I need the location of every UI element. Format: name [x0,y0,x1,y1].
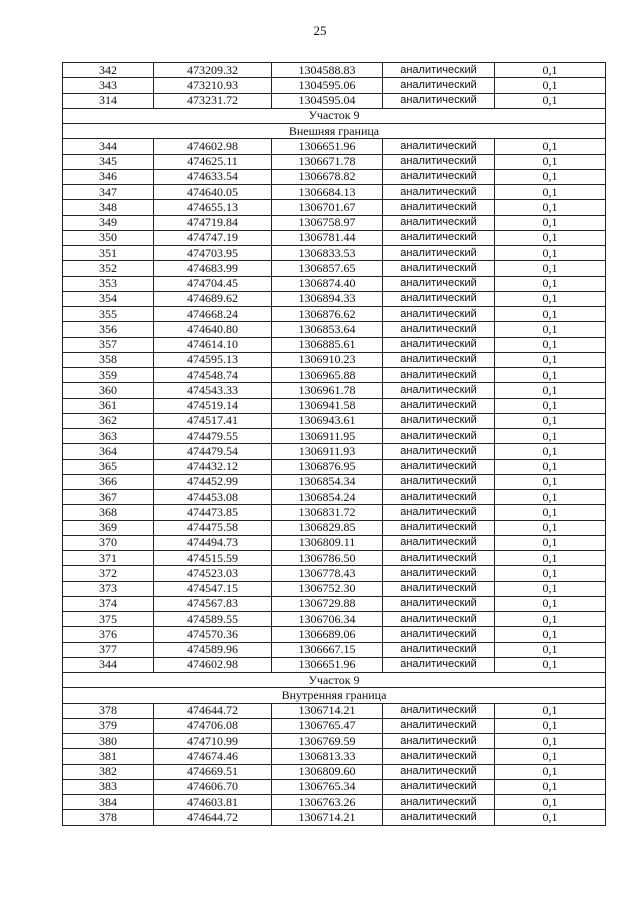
method-cell: аналитический [383,581,495,596]
accuracy-cell: 0,1 [495,612,606,627]
x-coordinate-cell: 474589.96 [154,642,272,657]
point-number-cell: 381 [63,749,154,764]
y-coordinate-cell: 1306651.96 [272,139,383,154]
point-number-cell: 358 [63,352,154,367]
accuracy-cell: 0,1 [495,368,606,383]
y-coordinate-cell: 1306965.88 [272,368,383,383]
accuracy-cell: 0,1 [495,215,606,230]
point-number-cell: 364 [63,444,154,459]
x-coordinate-cell: 474543.33 [154,383,272,398]
x-coordinate-cell: 474606.70 [154,779,272,794]
method-cell: аналитический [383,505,495,520]
accuracy-cell: 0,1 [495,764,606,779]
method-cell: аналитический [383,215,495,230]
method-cell: аналитический [383,612,495,627]
table-row [63,139,606,154]
method-cell: аналитический [383,520,495,535]
x-coordinate-cell: 474669.51 [154,764,272,779]
accuracy-cell: 0,1 [495,459,606,474]
table-row [63,291,606,306]
accuracy-cell: 0,1 [495,810,606,825]
point-number-cell: 367 [63,490,154,505]
y-coordinate-cell: 1306809.60 [272,764,383,779]
x-coordinate-cell: 474668.24 [154,307,272,322]
point-number-cell: 360 [63,383,154,398]
table-row [63,551,606,566]
point-number-cell: 374 [63,596,154,611]
method-cell: аналитический [383,352,495,367]
method-cell: аналитический [383,764,495,779]
y-coordinate-cell: 1306854.24 [272,490,383,505]
point-number-cell: 370 [63,535,154,550]
point-number-cell: 344 [63,657,154,672]
y-coordinate-cell: 1306894.33 [272,291,383,306]
method-cell: аналитический [383,642,495,657]
y-coordinate-cell: 1306714.21 [272,810,383,825]
y-coordinate-cell: 1306961.78 [272,383,383,398]
table-row [63,215,606,230]
accuracy-cell: 0,1 [495,795,606,810]
y-coordinate-cell: 1306786.50 [272,551,383,566]
accuracy-cell: 0,1 [495,398,606,413]
method-cell: аналитический [383,261,495,276]
table-row [63,490,606,505]
table-row [63,322,606,337]
method-cell: аналитический [383,795,495,810]
table-row [63,535,606,550]
y-coordinate-cell: 1306671.78 [272,154,383,169]
section-title [63,108,606,123]
table-row [63,764,606,779]
y-coordinate-cell: 1306833.53 [272,246,383,261]
x-coordinate-cell: 474475.58 [154,520,272,535]
accuracy-cell: 0,1 [495,566,606,581]
y-coordinate-cell: 1306829.85 [272,520,383,535]
point-number-cell: 347 [63,185,154,200]
y-coordinate-cell: 1306706.34 [272,612,383,627]
accuracy-cell: 0,1 [495,734,606,749]
method-cell: аналитический [383,368,495,383]
table-row [63,627,606,642]
accuracy-cell: 0,1 [495,718,606,733]
accuracy-cell: 0,1 [495,535,606,550]
point-number-cell: 377 [63,642,154,657]
accuracy-cell: 0,1 [495,642,606,657]
method-cell: аналитический [383,291,495,306]
table-row [63,276,606,291]
accuracy-cell: 0,1 [495,200,606,215]
table-row [63,200,606,215]
accuracy-cell: 0,1 [495,520,606,535]
x-coordinate-cell: 474644.72 [154,810,272,825]
y-coordinate-cell: 1306910.23 [272,352,383,367]
accuracy-cell: 0,1 [495,444,606,459]
accuracy-cell: 0,1 [495,230,606,245]
method-cell: аналитический [383,398,495,413]
y-coordinate-cell: 1306911.93 [272,444,383,459]
x-coordinate-cell: 474494.73 [154,535,272,550]
y-coordinate-cell: 1306809.11 [272,535,383,550]
accuracy-cell: 0,1 [495,261,606,276]
method-cell: аналитический [383,566,495,581]
table-row [63,734,606,749]
accuracy-cell: 0,1 [495,505,606,520]
x-coordinate-cell: 474515.59 [154,551,272,566]
coordinates-table [62,62,606,826]
method-cell: аналитический [383,718,495,733]
y-coordinate-cell: 1306752.30 [272,581,383,596]
accuracy-cell: 0,1 [495,627,606,642]
table-row [63,63,606,78]
table-row [63,307,606,322]
accuracy-cell: 0,1 [495,429,606,444]
table-row [63,749,606,764]
x-coordinate-cell: 474706.08 [154,718,272,733]
point-number-cell: 372 [63,566,154,581]
point-number-cell: 359 [63,368,154,383]
x-coordinate-cell: 474567.83 [154,596,272,611]
point-number-cell: 378 [63,810,154,825]
table-row [63,398,606,413]
point-number-cell: 368 [63,505,154,520]
accuracy-cell: 0,1 [495,703,606,718]
method-cell: аналитический [383,627,495,642]
table-row [63,429,606,444]
accuracy-cell: 0,1 [495,139,606,154]
point-number-cell: 348 [63,200,154,215]
x-coordinate-cell: 474517.41 [154,413,272,428]
accuracy-cell: 0,1 [495,383,606,398]
method-cell: аналитический [383,322,495,337]
x-coordinate-cell: 474704.45 [154,276,272,291]
accuracy-cell: 0,1 [495,657,606,672]
accuracy-cell: 0,1 [495,246,606,261]
y-coordinate-cell: 1306943.61 [272,413,383,428]
method-cell: аналитический [383,154,495,169]
point-number-cell: 356 [63,322,154,337]
x-coordinate-cell: 474710.99 [154,734,272,749]
method-cell: аналитический [383,551,495,566]
x-coordinate-cell: 474633.54 [154,169,272,184]
method-cell: аналитический [383,63,495,78]
x-coordinate-cell: 474595.13 [154,352,272,367]
method-cell: аналитический [383,93,495,108]
accuracy-cell: 0,1 [495,78,606,93]
accuracy-cell: 0,1 [495,474,606,489]
point-number-cell: 343 [63,78,154,93]
accuracy-cell: 0,1 [495,413,606,428]
x-coordinate-cell: 474674.46 [154,749,272,764]
y-coordinate-cell: 1306684.13 [272,185,383,200]
method-cell: аналитический [383,779,495,794]
accuracy-cell: 0,1 [495,581,606,596]
table-row [63,520,606,535]
table-row [63,795,606,810]
y-coordinate-cell: 1306874.40 [272,276,383,291]
method-cell: аналитический [383,246,495,261]
point-number-cell: 366 [63,474,154,489]
y-coordinate-cell: 1304595.06 [272,78,383,93]
x-coordinate-cell: 474473.85 [154,505,272,520]
point-number-cell: 357 [63,337,154,352]
y-coordinate-cell: 1306651.96 [272,657,383,672]
point-number-cell: 344 [63,139,154,154]
x-coordinate-cell: 474644.72 [154,703,272,718]
accuracy-cell: 0,1 [495,93,606,108]
table-row [63,718,606,733]
y-coordinate-cell: 1304588.83 [272,63,383,78]
section-subtitle-text: Внутренняя граница [63,688,606,703]
method-cell: аналитический [383,459,495,474]
y-coordinate-cell: 1306885.61 [272,337,383,352]
method-cell: аналитический [383,734,495,749]
x-coordinate-cell: 474602.98 [154,139,272,154]
y-coordinate-cell: 1306876.62 [272,307,383,322]
y-coordinate-cell: 1306701.67 [272,200,383,215]
y-coordinate-cell: 1306769.59 [272,734,383,749]
section-subtitle [63,124,606,139]
table-row [63,383,606,398]
method-cell: аналитический [383,535,495,550]
y-coordinate-cell: 1306758.97 [272,215,383,230]
x-coordinate-cell: 474523.03 [154,566,272,581]
point-number-cell: 314 [63,93,154,108]
method-cell: аналитический [383,429,495,444]
table-row [63,413,606,428]
x-coordinate-cell: 474614.10 [154,337,272,352]
x-coordinate-cell: 474479.54 [154,444,272,459]
accuracy-cell: 0,1 [495,490,606,505]
x-coordinate-cell: 474548.74 [154,368,272,383]
table-row [63,261,606,276]
x-coordinate-cell: 474602.98 [154,657,272,672]
table-row [63,474,606,489]
accuracy-cell: 0,1 [495,337,606,352]
x-coordinate-cell: 474453.08 [154,490,272,505]
point-number-cell: 362 [63,413,154,428]
x-coordinate-cell: 473210.93 [154,78,272,93]
x-coordinate-cell: 474432.12 [154,459,272,474]
accuracy-cell: 0,1 [495,154,606,169]
x-coordinate-cell: 473209.32 [154,63,272,78]
point-number-cell: 365 [63,459,154,474]
accuracy-cell: 0,1 [495,551,606,566]
accuracy-cell: 0,1 [495,185,606,200]
y-coordinate-cell: 1306911.95 [272,429,383,444]
point-number-cell: 355 [63,307,154,322]
y-coordinate-cell: 1306857.65 [272,261,383,276]
method-cell: аналитический [383,413,495,428]
method-cell: аналитический [383,307,495,322]
table-row [63,657,606,672]
table-row [63,612,606,627]
table-row [63,566,606,581]
y-coordinate-cell: 1306876.95 [272,459,383,474]
point-number-cell: 382 [63,764,154,779]
x-coordinate-cell: 474683.99 [154,261,272,276]
method-cell: аналитический [383,337,495,352]
point-number-cell: 345 [63,154,154,169]
accuracy-cell: 0,1 [495,352,606,367]
accuracy-cell: 0,1 [495,322,606,337]
page-number: 25 [313,23,327,38]
point-number-cell: 379 [63,718,154,733]
point-number-cell: 352 [63,261,154,276]
x-coordinate-cell: 474452.99 [154,474,272,489]
method-cell: аналитический [383,703,495,718]
table-row [63,505,606,520]
x-coordinate-cell: 474589.55 [154,612,272,627]
table-row [63,779,606,794]
section-title [63,673,606,688]
accuracy-cell: 0,1 [495,276,606,291]
x-coordinate-cell: 474570.36 [154,627,272,642]
method-cell: аналитический [383,596,495,611]
y-coordinate-cell: 1306831.72 [272,505,383,520]
table-row [63,78,606,93]
accuracy-cell: 0,1 [495,749,606,764]
x-coordinate-cell: 474479.55 [154,429,272,444]
method-cell: аналитический [383,230,495,245]
y-coordinate-cell: 1306689.06 [272,627,383,642]
table-row [63,154,606,169]
table-row [63,230,606,245]
x-coordinate-cell: 474655.13 [154,200,272,215]
method-cell: аналитический [383,78,495,93]
y-coordinate-cell: 1304595.04 [272,93,383,108]
method-cell: аналитический [383,657,495,672]
point-number-cell: 346 [63,169,154,184]
table-row [63,368,606,383]
section-title-text: Участок 9 [63,673,606,688]
point-number-cell: 380 [63,734,154,749]
x-coordinate-cell: 474547.15 [154,581,272,596]
x-coordinate-cell: 474519.14 [154,398,272,413]
section-title-text: Участок 9 [63,108,606,123]
x-coordinate-cell: 474689.62 [154,291,272,306]
table-row [63,169,606,184]
table-row [63,642,606,657]
section-subtitle-text: Внешняя граница [63,124,606,139]
table-row [63,703,606,718]
method-cell: аналитический [383,200,495,215]
table-row [63,581,606,596]
y-coordinate-cell: 1306813.33 [272,749,383,764]
point-number-cell: 371 [63,551,154,566]
point-number-cell: 349 [63,215,154,230]
point-number-cell: 361 [63,398,154,413]
table-row [63,596,606,611]
method-cell: аналитический [383,810,495,825]
table-row [63,337,606,352]
point-number-cell: 384 [63,795,154,810]
y-coordinate-cell: 1306781.44 [272,230,383,245]
y-coordinate-cell: 1306763.26 [272,795,383,810]
section-subtitle [63,688,606,703]
x-coordinate-cell: 474640.05 [154,185,272,200]
x-coordinate-cell: 474747.19 [154,230,272,245]
method-cell: аналитический [383,276,495,291]
point-number-cell: 376 [63,627,154,642]
table-row [63,93,606,108]
point-number-cell: 383 [63,779,154,794]
y-coordinate-cell: 1306678.82 [272,169,383,184]
method-cell: аналитический [383,444,495,459]
y-coordinate-cell: 1306729.88 [272,596,383,611]
point-number-cell: 353 [63,276,154,291]
y-coordinate-cell: 1306765.34 [272,779,383,794]
method-cell: аналитический [383,169,495,184]
y-coordinate-cell: 1306854.34 [272,474,383,489]
y-coordinate-cell: 1306667.15 [272,642,383,657]
method-cell: аналитический [383,749,495,764]
x-coordinate-cell: 474640.80 [154,322,272,337]
point-number-cell: 378 [63,703,154,718]
table-row [63,246,606,261]
method-cell: аналитический [383,185,495,200]
y-coordinate-cell: 1306853.64 [272,322,383,337]
table-row [63,352,606,367]
method-cell: аналитический [383,383,495,398]
accuracy-cell: 0,1 [495,779,606,794]
method-cell: аналитический [383,474,495,489]
accuracy-cell: 0,1 [495,307,606,322]
point-number-cell: 350 [63,230,154,245]
point-number-cell: 375 [63,612,154,627]
point-number-cell: 369 [63,520,154,535]
accuracy-cell: 0,1 [495,169,606,184]
x-coordinate-cell: 474703.95 [154,246,272,261]
accuracy-cell: 0,1 [495,596,606,611]
point-number-cell: 363 [63,429,154,444]
method-cell: аналитический [383,490,495,505]
x-coordinate-cell: 473231.72 [154,93,272,108]
table-row [63,459,606,474]
table-row [63,444,606,459]
point-number-cell: 354 [63,291,154,306]
method-cell: аналитический [383,139,495,154]
accuracy-cell: 0,1 [495,63,606,78]
y-coordinate-cell: 1306714.21 [272,703,383,718]
y-coordinate-cell: 1306765.47 [272,718,383,733]
table-row [63,185,606,200]
accuracy-cell: 0,1 [495,291,606,306]
x-coordinate-cell: 474719.84 [154,215,272,230]
coordinates-table-body [63,63,606,826]
y-coordinate-cell: 1306941.58 [272,398,383,413]
point-number-cell: 342 [63,63,154,78]
x-coordinate-cell: 474625.11 [154,154,272,169]
point-number-cell: 373 [63,581,154,596]
x-coordinate-cell: 474603.81 [154,795,272,810]
y-coordinate-cell: 1306778.43 [272,566,383,581]
point-number-cell: 351 [63,246,154,261]
table-row [63,810,606,825]
